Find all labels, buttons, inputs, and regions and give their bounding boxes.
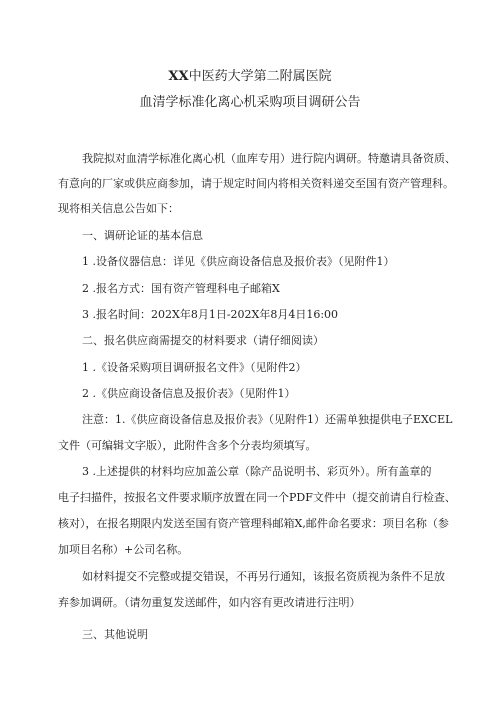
warning-line-2: 弃参加调研。（请勿重复发送邮件，如内容有更改请进行注明） (58, 596, 361, 609)
section1-item-2: 2 .报名方式：国有资产管理科电子邮箱X (82, 282, 280, 295)
section1-item-1: 1 .设备仪器信息：详见《供应商设备信息及报价表》（见附件1） (82, 255, 395, 268)
section2-item-3-line-3: 核对），在报名期限内发送至国有资产管理科邮箱X,邮件命名要求：项目名称（参 (58, 517, 449, 530)
intro-line-3: 现将相关信息公告如下： (58, 202, 179, 215)
note-line-2: 文件（可编辑文字版），此附件含多个分表均须填写。 (58, 439, 317, 452)
section1-heading: 一、调研论证的基本信息 (82, 229, 203, 242)
announcement-title: 血清学标准化离心机采购项目调研公告 (139, 95, 361, 110)
hospital-name-title (0, 68, 500, 86)
section2-item-3-line-2: 电子扫描件，按报名文件要求顺序放置在同一个PDF文件中（提交前请自行检查、 (58, 491, 456, 504)
title-hospital: 中医药大学第二附属医院 (188, 69, 332, 84)
section2-item-1: 1 .《设备采购项目调研报名文件》（见附件2） (82, 361, 307, 374)
note-line-1: 注意：1.《供应商设备信息及报价表》（见附件1）还需单独提供电子EXCEL (82, 413, 453, 426)
section2-item-2: 2 .《供应商设备信息及报价表》（见附件1） (82, 387, 296, 400)
intro-line-1: 我院拟对血清学标准化离心机（血库专用）进行院内调研。特邀请具备资质、 (82, 152, 456, 165)
title-prefix: XX (168, 69, 189, 84)
section2-item-3-line-4: 加项目名称）+公司名称。 (58, 543, 189, 556)
warning-line-1: 如材料提交不完整或提交错误，不再另行通知，该报名资质视为条件不足放 (82, 570, 445, 583)
section2-heading: 二、报名供应商需提交的材料要求（请仔细阅读） (82, 334, 324, 347)
section1-item-3: 3 .报名时间：202X年8月1日-202X年8月4日16:00 (82, 308, 339, 321)
section2-item-3-line-1: 3 .上述提供的材料均应加盖公章（除产品说明书、彩页外）。所有盖章的 (82, 465, 432, 478)
intro-line-2: 有意向的厂家或供应商参加，请于规定时间内将相关资料递交至国有资产管理科。 (58, 177, 454, 190)
section3-heading: 三、其他说明 (82, 628, 148, 641)
